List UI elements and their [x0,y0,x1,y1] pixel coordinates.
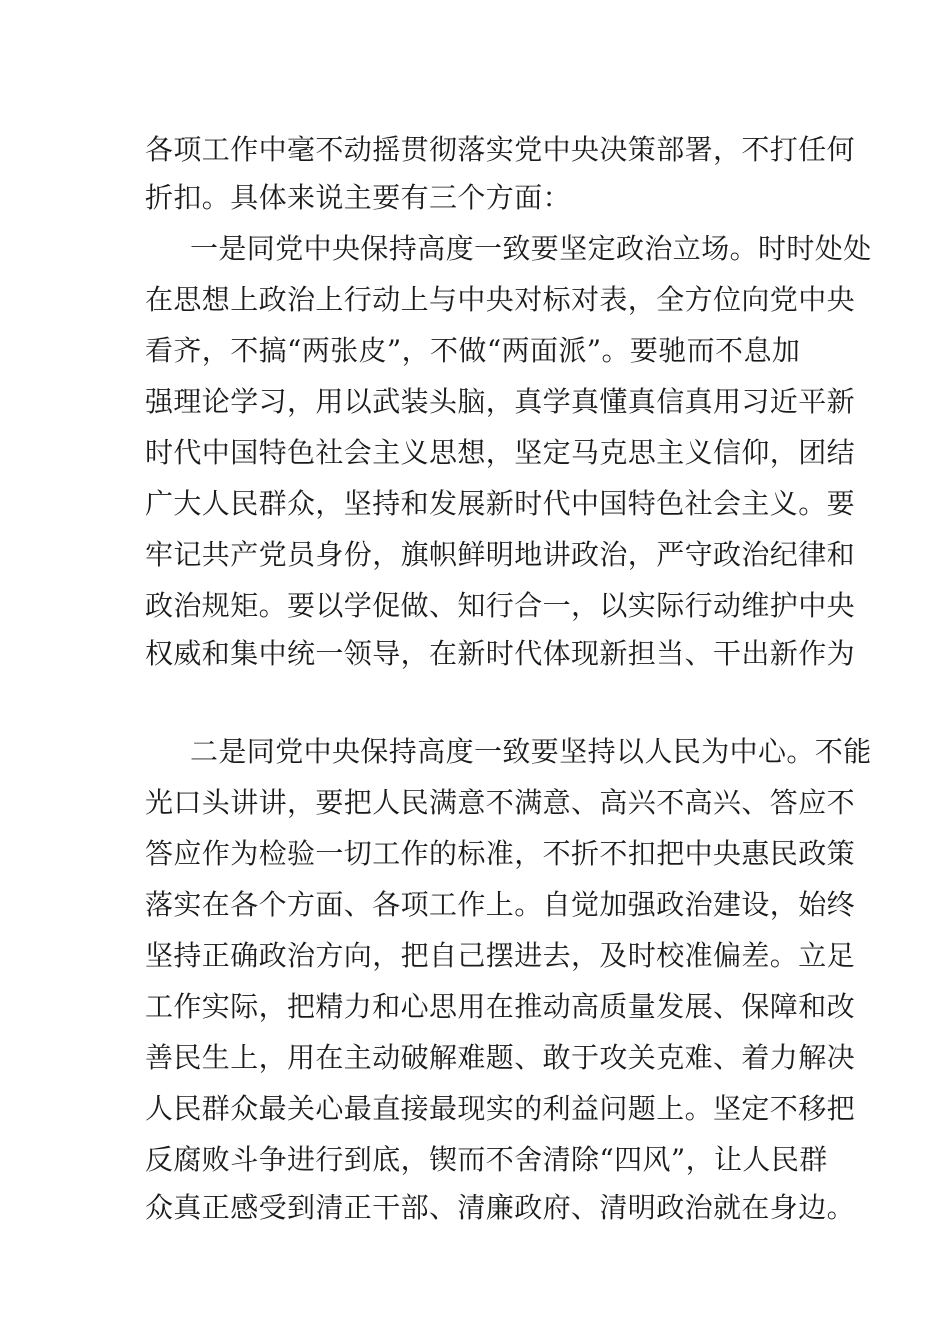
text-line: 政治规矩。要以学促做、知行合一，以实际行动维护中央 [145,589,856,622]
text-line: 光口头讲讲，要把人民满意不满意、高兴不高兴、答应不 [145,786,856,819]
text-line: 各项工作中毫不动摇贯彻落实党中央决策部署，不打任何 [145,133,856,166]
paragraph-two-first-line: 二是同党中央保持高度一致要坚持以人民为中心。不能 [190,735,872,768]
text-line: 广大人民群众，坚持和发展新时代中国特色社会主义。要 [145,487,856,520]
text-line: 牢记共产党员身份，旗帜鲜明地讲政治，严守政治纪律和 [145,538,856,571]
text-line: 坚持正确政治方向，把自己摆进去，及时校准偏差。立足 [145,939,856,972]
text-line: 权威和集中统一领导，在新时代体现新担当、干出新作为 [145,637,856,670]
text-line: 落实在各个方面、各项工作上。自觉加强政治建设，始终 [145,888,856,921]
text-line: 反腐败斗争进行到底，锲而不舍清除“四风”，让人民群 [145,1143,828,1176]
text-line: 折扣。具体来说主要有三个方面： [145,181,572,214]
text-line: 看齐，不搞“两张皮”，不做“两面派”。要驰而不息加 [145,334,801,367]
text-line: 人民群众最关心最直接最现实的利益问题上。坚定不移把 [145,1092,856,1125]
paragraph-one-first-line: 一是同党中央保持高度一致要坚定政治立场。时时处处 [190,232,872,265]
text-line: 众真正感受到清正干部、清廉政府、清明政治就在身边。 [145,1191,856,1224]
text-line: 工作实际，把精力和心思用在推动高质量发展、保障和改 [145,990,856,1023]
text-line: 答应作为检验一切工作的标准，不折不扣把中央惠民政策 [145,837,856,870]
text-line: 时代中国特色社会主义思想，坚定马克思主义信仰，团结 [145,436,856,469]
text-line: 善民生上，用在主动破解难题、敢于攻关克难、着力解决 [145,1041,856,1074]
text-line: 在思想上政治上行动上与中央对标对表，全方位向党中央 [145,283,856,316]
text-line: 强理论学习，用以武装头脑，真学真懂真信真用习近平新 [145,385,856,418]
